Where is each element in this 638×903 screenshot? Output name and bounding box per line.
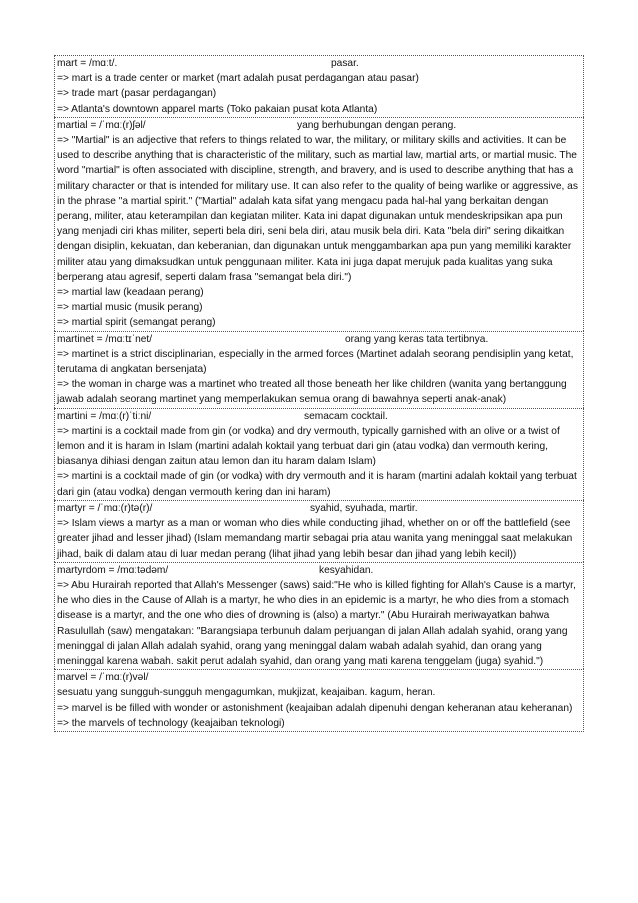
entry-term: martinet = /mɑːtɪˈnet/: [57, 333, 153, 345]
entry-line: => the marvels of technology (keajaiban teknologi): [57, 717, 285, 729]
entry-line: => martial music (musik perang): [57, 302, 203, 314]
entry-martial: [54, 117, 584, 331]
entry-line: => the woman in charge was a martinet who treated all those beneath her like children (wanita yang bertanggung jawab adalah seorang martinet yang memperlakukan semua orang di bawahnya seperti anak-anak): [57, 379, 567, 406]
entry-line: => trade mart (pasar perdagangan): [57, 88, 217, 100]
entry-meaning: yang berhubungan dengan perang.: [297, 119, 457, 131]
entry-marvel: [54, 669, 584, 732]
entry-meaning: syahid, syuhada, martir.: [310, 502, 418, 514]
entry-line: => Abu Hurairah reported that Allah's Messenger (saws) said:"He who is killed fighting for Allah's Cause is a martyr, he who dies in the Cause of Allah is a martyr, he who dies in an epidemic is a martyr, he who dies from a stomach disease is a martyr, and the one who dies of drowning is (also) a martyr." (Abu Hurairah meriwayatkan bahwa Rasulullah (saw) mengatakan: "Barangsiapa terbunuh dalam perjuangan di jalan Allah adalah syahid, orang yang meninggal di jalan Allah adalah syahid, orang yang meninggal dalam wabah adalah syahid, dan orang yang meninggal karena wabah. sakit perut adalah syahid, dan orang yang mati karena tenggelam (juga) syahid."): [57, 579, 576, 667]
entry-term: martial = /ˈmɑː(r)ʃəl/: [57, 119, 146, 131]
entry-meaning: pasar.: [331, 58, 359, 69]
entry-term: marvel = /ˈmɑː(r)vəl/: [57, 672, 149, 684]
entry-head: [57, 118, 581, 133]
entry-line: => martini is a cocktail made of gin (or vodka) with dry vermouth and it is haram (martini adalah koktail yang terbuat dari gin (atau vodka) dengan vermouth kering dan ini haram): [57, 471, 577, 498]
entry-line: => martial law (keadaan perang): [57, 287, 204, 299]
entry-martini: [54, 408, 584, 500]
entry-head: [57, 501, 581, 516]
entry-term: martini = /mɑː(r)ˈtiːni/: [57, 410, 152, 422]
entry-line: => martinet is a strict disciplinarian, especially in the armed forces (Martinet adalah seorang pendisiplin yang ketat, terutama di angkatan bersenjata): [57, 348, 574, 376]
entry-meaning: kesyahidan.: [319, 564, 374, 576]
entry-line: => marvel is be filled with wonder or astonishment (keajaiban adalah dipenuhi dengan keheranan atau keheranan): [57, 702, 573, 714]
entry-head: [57, 670, 581, 700]
entry-term: mart = /mɑːt/.: [57, 58, 118, 69]
entry-line: => Islam views a martyr as a man or woman who dies while conducting jihad, whether on or off the battlefield (see greater jihad and lesser jihad) (Islam memandang martir sebagai pria atau wanita yang meninggal saat melakukan jihad, baik di dalam atau di luar medan perang (lihat jihad yang lebih besar dan jihad yang lebih kecil)): [57, 518, 573, 560]
entry-term: martyr = /ˈmɑː(r)tə(r)/: [57, 502, 153, 514]
entry-line: => "Martial" is an adjective that refers to things related to war, the military, or military skills and activities. It can be used to describe anything that is characteristic of the military, such as martial law, martial arts, or martial music. The word "martial" is often associated with discipline, strength, and bravery, and is used to describe anything that has a military character or that is intended for military use. It can also refer to the quality of being warlike or aggressive, as in the phrase "a martial spirit." ("Martial" adalah kata sifat yang mengacu pada hal-hal yang berkaitan dengan perang, militer, atau keterampilan dan kegiatan militer. Kata ini dapat digunakan untuk mendeskripsikan apa pun yang menjadi ciri khas militer, seperti bela diri, seni bela diri, atau musik bela diri. Kata "bela diri" sering dikaitkan dengan disiplin, kekuatan, dan keberanian, dan digunakan untuk menggambarkan apa pun yang memiliki karakter militer atau yang dimaksudkan untuk penggunaan militer. Kata ini juga dapat merujuk pada kualitas yang suka berperang atau agresif, seperti dalam frasa "semangat bela diri."): [57, 135, 578, 283]
entry-line: => martini is a cocktail made from gin (or vodka) and dry vermouth, typically garnished with an olive or a twist of lemon and it is haram in Islam (martini adalah koktail yang terbuat dari gin (atau vodka) dan vermouth kering, biasanya dihiasi dengan zaitun atau lemon dan itu haram dalam Islam): [57, 425, 560, 468]
entry-term: martyrdom = /mɑːtədəm/: [57, 564, 169, 576]
entry-line: => mart is a trade center or market (mart adalah pusat perdagangan atau pasar): [57, 73, 419, 85]
entry-mart: [54, 55, 584, 117]
entry-martyrdom: [54, 562, 584, 669]
entry-meaning: semacam cocktail.: [304, 410, 388, 422]
entry-martyr: [54, 500, 584, 562]
entry-head: [57, 563, 581, 578]
entry-head: [57, 56, 581, 71]
entry-line: => martial spirit (semangat perang): [57, 317, 216, 329]
entry-head: [57, 409, 581, 424]
dictionary-page: [54, 55, 584, 732]
entry-martinet: [54, 331, 584, 408]
entry-meaning: sesuatu yang sungguh-sungguh mengagumkan, mukjizat, keajaiban. kagum, heran.: [57, 687, 436, 699]
entry-line: => Atlanta's downtown apparel marts (Toko pakaian pusat kota Atlanta): [57, 103, 378, 115]
entry-meaning: orang yang keras tata tertibnya.: [345, 333, 489, 345]
entry-head: [57, 332, 581, 347]
